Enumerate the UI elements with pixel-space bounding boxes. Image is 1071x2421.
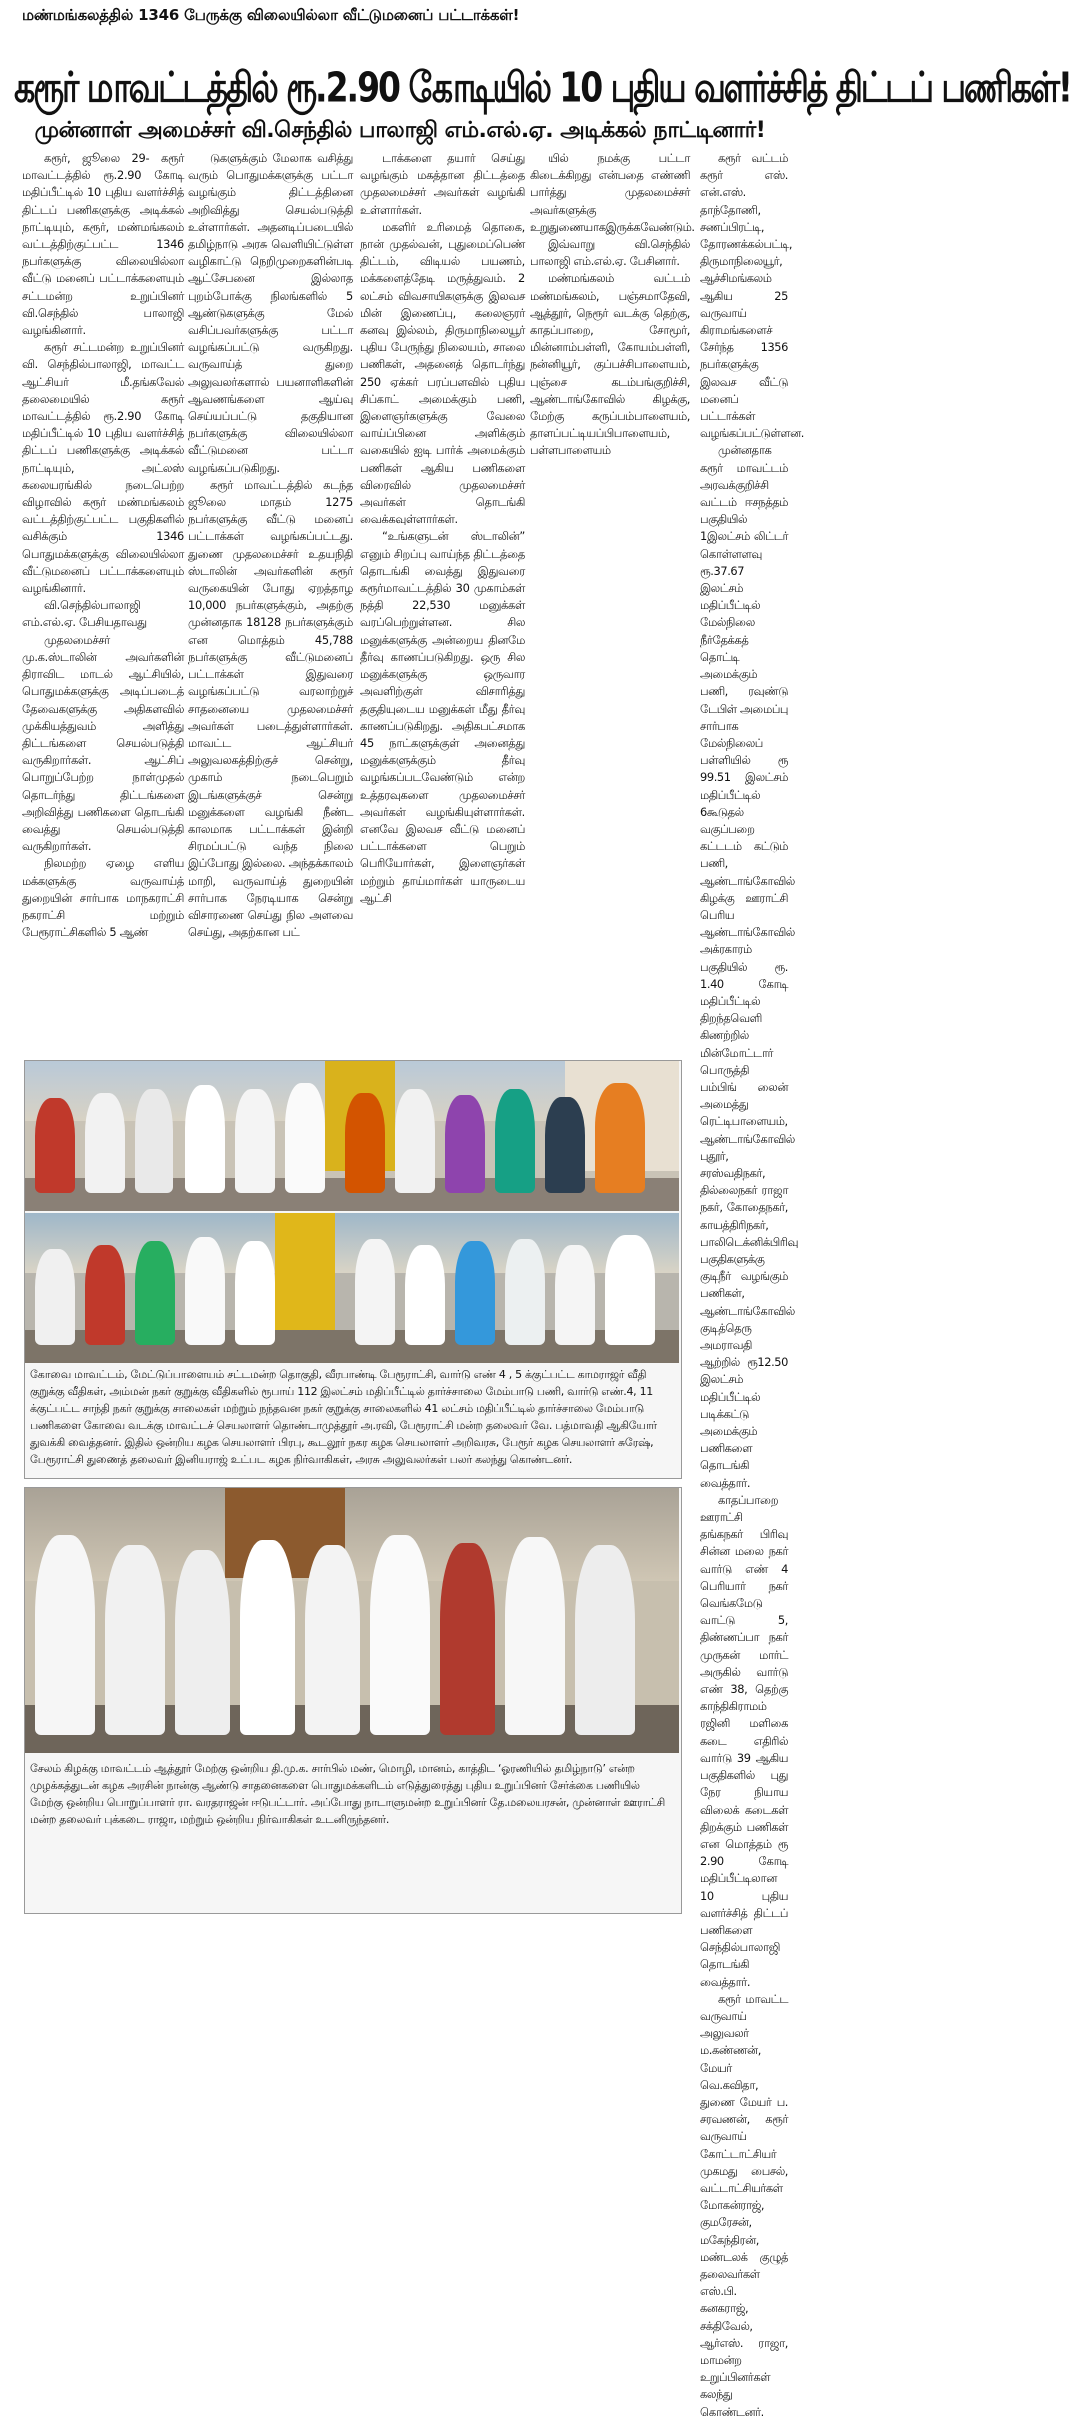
article-column-3 [360, 150, 525, 1054]
paragraph: மகளிர் உரிமைத் தொகை, நான் முதல்வன், புதுமைப்பெண் திட்டம், விடியல் பயணம், மக்களைத்தேடி மருத்துவம். 2 லட்சம் விவசாயிகளுக்கு இலவச மின் இணைப்பு, கலைஞரர் கனவு இல்லம், திருமாநிலையூர் புதிய பேருந்து நிலையம், சாலை பணிகள், அதனைத் தொடர்ந்து 250 ஏக்கர் பரப்பளவில் புதிய சிப்காட் அமைக்கும் பணி, இளைஞர்களுக்கு வேலை வாய்ப்பினை அளிக்கும் வகையில் ஐடி பார்க் அமைக்கும் பணிகள் ஆகிய பணிகளை விரைவில் முதலமைச்சர் அவர்கள் தொடங்கி வைக்கவுள்ளார்கள். [360, 219, 525, 527]
subheadline: முன்னாள் அமைச்சர் வி.செந்தில் பாலாஜி எம்.எல்.ஏ. அடிக்கல் நாட்டினார்! [34, 118, 766, 143]
paragraph: முதலமைச்சர் மு.க.ஸ்டாலின் அவர்களின் திராவிட மாடல் ஆட்சியில், பொதுமக்களுக்கு அடிப்படைத் தேவைகளுக்கு அதிகளவில் முக்கியத்துவம் அளித்து திட்டங்களை செயல்படுத்தி வருகிறார்கள். ஆட்சிப் பொறுப்பேற்ற நாள்முதல் தொடர்ந்து திட்டங்களை அறிவித்து பணிகளை தொடங்கி வைத்து செயல்படுத்தி வருகிறார்கள். [22, 632, 184, 854]
article-column-5 [700, 150, 804, 2419]
photo-group-upper [25, 1061, 679, 1211]
paragraph: கரூர் மாவட்டத்தில் கடந்த ஜூலை மாதம் 1275 நபர்களுக்கு வீட்டு மனைப் பட்டாக்கள் வழங்கப்பட்டது. துணை முதலமைச்சர் உதயநிதி ஸ்டாலின் அவர்களின் கரூர் வருகையின் போது ஏறத்தாழ 10,000 நபர்களுக்கும், அதற்கு முன்னதாக 18128 நபர்களுக்கும் என மொத்தம் 45,788 நபர்களுக்கு வீட்டுமனைப் பட்டாக்கள் இதுவரை வழங்கப்பட்டு வரலாற்றுச் சாதனையை முதலமைச்சர் அவர்கள் படைத்துள்ளார்கள். மாவட்ட ஆட்சியர் அலுவலகத்திற்குச் சென்று, முகாம் நடைபெறும் இடங்களுக்குச் சென்று மனுக்களை வழங்கி நீண்ட காலமாக பட்டாக்கள் இன்றி சிரமப்பட்டு வந்த நிலை இப்போது இல்லை. அந்தக்காலம் மாறி, வருவாய்த் துறையின் சார்பாக நேரடியாக சென்று விசாரணை செய்து நில அளவை செய்து, அதற்கான பட் [188, 477, 354, 940]
paragraph: யில் நமக்கு பட்டா கிடைக்கிறது என்பதை எண்ணி பார்த்து முதலமைச்சர் அவர்களுக்கு உறுதுணையாகஇருக்கவேண்டும். [530, 151, 695, 234]
article-column-2 [188, 150, 353, 1054]
paragraph: மண்மங்கலம் வட்டம் மண்மங்கலம், பஞ்சமாதேவி, ஆத்தூர், நெரூர் வடக்கு தெற்கு, காதப்பாறை, சோமூர், மின்னாம்பள்ளி, கோயம்பள்ளி, நன்னியூர், குப்பச்சிபாளையம், புஞ்சை கடம்பங்குறிச்சி, ஆண்டாங்கோவில் கிழக்கு, மேற்கு கருப்பம்பாளையம், தாளப்பட்டியப்பிபாளையம், பள்ளபாளையம் [530, 271, 690, 458]
paragraph: டுகளுக்கும் மேலாக வசித்து வரும் பொதுமக்களுக்கு பட்டா வழங்கும் திட்டத்தினை அறிவித்து செயல்படுத்தி உள்ளார்கள். அதனடிப்படையில் தமிழ்நாடு அரசு வெளியிட்டுள்ள வழிகாட்டு நெறிமுறைகளின்படி ஆட்சேபனை இல்லாத புறம்போக்கு நிலங்களில் 5 ஆண்டுகளுக்கு மேல் வசிப்பவர்களுக்கு பட்டா வழங்கப்பட்டு வருகிறது. வருவாய்த் துறை அலுவலர்களால் பயனாளிகளின் ஆவணங்களை ஆய்வு செய்யப்பட்டு தகுதியான நபர்களுக்கு விலையில்லா வீட்டுமனை பட்டா வழங்கப்படுகிறது. [188, 151, 353, 475]
article-column-4 [530, 150, 695, 1054]
photo-caption-1: கோவை மாவட்டம், மேட்டுப்பாளையம் சட்டமன்ற தொகுதி, வீரபாண்டி பேரூராட்சி, வார்டு எண் 4 , 5 க்குட்பட்ட காமராஜர் வீதி குறுக்கு வீதிகள், அம்மன் நகர் குறுக்கு வீதிகளில் ரூபாய் 112 இலட்சம் மதிப்பீட்டில் தார்ச்சாலை மேம்பாடு பணி, வார்டு எண்.4, 11 க்குட்பட்ட சாந்தி நகர் குறுக்கு சாலைகள் மற்றும் நந்தவன நகர் குறுக்கு சாலைகளில் 41 லட்சம் மதிப்பீட்டில் தார்ச்சாலை மேம்பாடு பணிகளை கோவை வடக்கு மாவட்டச் செயலாளர் தொண்டாமுத்தூர் அ.ரவி, பேரூராட்சி மன்ற தலைவர் வே. பத்மாவதி ஆகியோர் துவக்கி வைத்தனர். இதில் ஒன்றிய கழக செயலாளர் பிரபு, கூடலூர் நகர கழக செயலாளர் அறிவரசு, பேரூர் கழக செயலாளர் சுரேஷ், பேரூராட்சி துணைத் தலைவர் இனியராஜ் உட்பட கழக நிர்வாகிகள், அரசு அலுவலர்கள் பலர் கலந்து கொண்டனர். [30, 1368, 657, 1466]
paragraph: வி.செந்தில்பாலாஜி எம்.எல்.ஏ. பேசியதாவது [22, 598, 147, 630]
paragraph: காதப்பாறை ஊராட்சி தங்கநகர் பிரிவு சின்ன மலை நகர் வார்டு எண் 4 பெரியார் நகர் வெங்கமேடு வாட்டு 5, திண்ணப்பா நகர் முருகன் மார்ட் அருகில் வார்டு எண் 38, தெற்கு காந்திகிராமம் ரஜினி மளிகை கடை எதிரில் வார்டு 39 ஆகிய பகுதிகளில் புது நேர நியாய விலைக் கடைகள் திறக்கும் பணிகள் என மொத்தம் ரூ 2.90 கோடி மதிப்பீட்டிலான 10 புதிய வளர்ச்சித் திட்டப் பணிகளை செந்தில்பாலாஜி தொடங்கி வைத்தார். [700, 1492, 788, 1989]
paragraph: கரூர் சட்டமன்ற உறுப்பினர் வி. செந்தில்பாலாஜி, மாவட்ட ஆட்சியர் மீ.தங்கவேல் தலைமையில் கரூர் மாவட்டத்தில் ரூ.2.90 கோடி மதிப்பீட்டில் 10 புதிய வளர்ச்சித் திட்டப் பணிகளுக்கு அடிக்கல் நாட்டியும், அட்லஸ் கலையரங்கில் நடைபெற்ற விழாவில் கரூர் மண்மங்கலம் வட்டத்திற்குட்பட்ட பகுதிகளில் வசிக்கும் 1346 பொதுமக்களுக்கு விலையில்லா வீட்டுமனைப் பட்டாக்களையும் வழங்கினார். [22, 340, 184, 596]
paragraph: கரூர் மாவட்ட வருவாய் அலுவலர் ம.கண்ணன், மேயர் வெ.கவிதா, துணை மேயர் ப. சரவணன், கரூர் வருவாய் கோட்டாட்சியர் முகமது பைசல், வட்டாட்சியர்கள் மோகன்ராஜ், குமரேசன், மகேந்திரன், மண்டலக் குழுத் தலைவர்கள் எஸ்.பி. கனகராஜ், சக்திவேல், ஆர்எஸ். ராஜா, மாமன்ற உறுப்பினர்கள் கலந்து கொண்டனர். [700, 1991, 788, 2419]
paragraph: இவ்வாறு வி.செந்தில் பாலாஜி எம்.எல்.ஏ. பேசினார். [530, 237, 690, 269]
photo-box-2 [24, 1487, 682, 1914]
photo-caption-2: சேலம் கிழக்கு மாவட்டம் ஆத்தூர் மேற்கு ஒன்றிய தி.மு.க. சார்பில் மண், மொழி, மானம், காத்திட ‘ஓரணியில் தமிழ்நாடு’ என்ற முழக்கத்துடன் கழக அரசின் நான்கு ஆண்டு சாதனைகளை பொதுமக்களிடம் எடுத்துரைத்து புதிய உறுப்பினர் சேர்க்கை பணியில் மேற்கு ஒன்றிய பொறுப்பாளர் ரா. வரதராஜன் ஈடுபட்டார். அப்போது நாடாளுமன்ற உறுப்பினர் தே.மலையரசன், முன்னாள் ஊராட்சி மன்ற தலைவர் புக்கடை ராஜா, மற்றும் ஒன்றிய நிர்வாகிகள் உடனிருந்தனர். [30, 1762, 665, 1826]
photo-group-lower [25, 1213, 679, 1363]
main-headline: கரூர் மாவட்டத்தில் ரூ.2.90 கோடியில் 10 புதிய வளர்ச்சித் திட்டப் பணிகள்! [14, 62, 1071, 112]
paragraph: “உங்களுடன் ஸ்டாலின்” எனும் சிறப்பு வாய்ந்த திட்டத்தை தொடங்கி வைத்து இதுவரை கரூர்மாவட்டத்தில் 30 முகாம்கள் நத்தி 22,530 மனுக்கள் வரப்பெற்றுள்ளன. சில மனுக்களுக்கு அன்றைய தினமே தீர்வு காணப்படுகிறது. ஒரு சில மனுக்களுக்கு ஒருவார அவளிற்குள் விசாரித்து தகுதியுடைய மனுக்கள் மீது தீர்வு காணப்படுகிறது. அதிகபட்சமாக 45 நாட்களுக்குள் அனைத்து மனுக்களுக்கும் தீர்வு வழங்கப்படவேண்டும் என்ற உத்தரவுகளை முதலமைச்சர் அவர்கள் வழங்கியுள்ளார்கள். எனவே இலவச வீட்டு மனைப் பட்டாக்களை பெறும் பெரியோர்கள், இளைஞர்கள் மற்றும் தாய்மார்கள் யாருடைய ஆட்சி [360, 529, 525, 905]
article-column-1 [22, 150, 184, 1054]
photo-group-salem [25, 1488, 679, 1753]
paragraph: டாக்களை தயார் செய்து வழங்கும் மகத்தான திட்டத்தை முதலமைச்சர் அவர்கள் வழங்கி உள்ளார்கள். [360, 151, 525, 217]
paragraph: முன்னதாக கரூர் மாவட்டம் அரவக்குறிச்சி வட்டம் ஈசநத்தம் பகுதியில் 1இலட்சம் லிட்டர் கொள்ளளவு ரூ.37.67 இலட்சம் மதிப்பீட்டில் மேல்நிலை நீர்தேக்கத் தொட்டி அமைக்கும் பணி, ரவுண்டு டேபிள் அமைப்பு சார்பாக மேல்நிலைப் பள்ளியில் ரூ 99.51 இலட்சம் மதிப்பீட்டில் 6கூடுதல் வகுப்பறை கட்டடம் கட்டும் பணி, ஆண்டாங்கோவில் கிழக்கு ஊராட்சி பெரிய ஆண்டாங்கோவில் அக்ரகாரம் பகுதியில் ரூ. 1.40 கோடி மதிப்பீட்டில் திறந்தவெளி கிணற்றில் மின்மோட்டார் பொருத்தி பம்பிங் லைன் அமைத்து ரெட்டிபாளையம், ஆண்டாங்கோவில் புதூர், சரஸ்வதிநகர், தில்லைநகர் ராஜா நகர், கோதைநகர், காயத்திரிநகர், பாலிடெக்னிக்பிரிவு பகுதிகளுக்கு குடிநீர் வழங்கும் பணிகள், ஆண்டாங்கோவில் குடித்தெரு அமராவதி ஆற்றில் ரூ12.50 இலட்சம் மதிப்பீட்டில் படிக்கட்டு அமைக்கும் பணிகளை தொடங்கி வைத்தார். [700, 443, 799, 1490]
paragraph: கரூர், ஜூலை 29- கரூர் மாவட்டத்தில் ரூ.2.90 கோடி மதிப்பீட்டில் 10 புதிய வளர்ச்சித் திட்டப் பணிகளுக்கு அடிக்கல் நாட்டியும், கரூர், மண்மங்கலம் வட்டத்திற்குட்பட்ட 1346 நபர்களுக்கு விலையில்லா வீட்டு மனைப் பட்டாக்களையும் சட்டமன்ற உறுப்பினர் வி.செந்தில் பாலாஜி வழங்கினார். [22, 151, 184, 338]
top-headline: மண்மங்கலத்தில் 1346 பேருக்கு விலையில்லா வீட்டுமனைப் பட்டாக்கள்! [22, 6, 520, 24]
paragraph: கரூர் வட்டம் கரூர் எஸ். என்.எஸ். தாந்தோணி, சணப்பிரட்டி, தோரணக்கல்பட்டி, திருமாநிலையூர், ஆச்சிமங்கலம் ஆகிய 25 வருவாய் கிராமங்களைச் சேர்ந்த 1356 நபர்களுக்கு இலவச வீட்டு மனைப் பட்டாக்கள் வழங்கப்பட்டுள்ளன. [700, 151, 804, 441]
paragraph: நிலமற்ற ஏழை எளிய மக்களுக்கு வருவாய்த் துறையின் சார்பாக மாநகராட்சி நகராட்சி மற்றும் பேரூராட்சிகளில் 5 ஆண் [22, 856, 184, 940]
